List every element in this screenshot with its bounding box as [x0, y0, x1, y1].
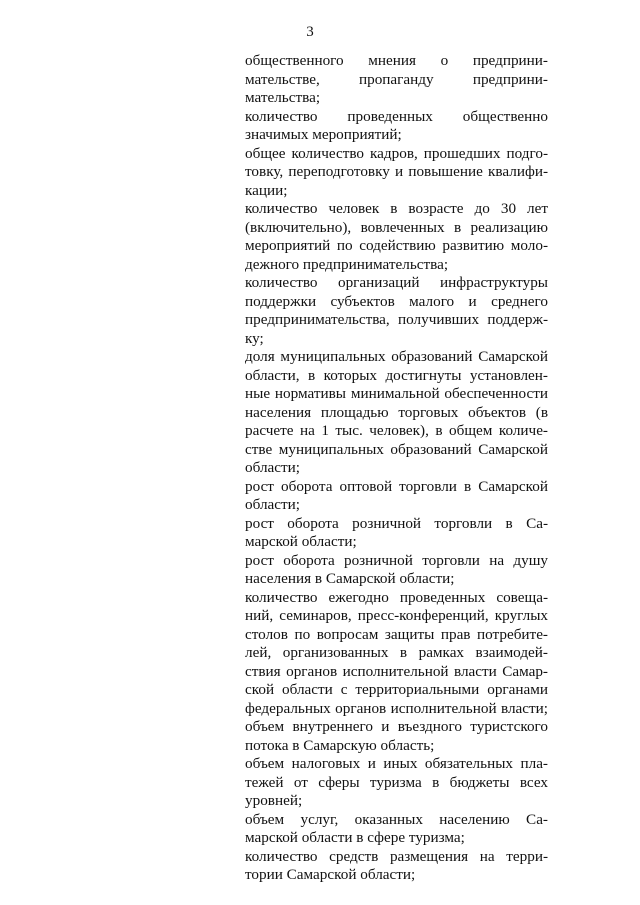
text-line: тежей от сферы туризма в бюджеты всех [245, 773, 548, 791]
text-line: стве муниципальных образований Самарской [245, 440, 548, 458]
text-line: мательства; [245, 89, 321, 106]
text-line: населения площадью торговых объектов (в [245, 403, 548, 421]
text-line: кации; [245, 181, 288, 199]
text-line: поддержки субъектов малого и среднего [245, 292, 548, 310]
page-number: 3 [306, 24, 314, 40]
text-line: марской области в сфере туризма; [245, 829, 465, 846]
text-line: объем налоговых и иных обязательных пла- [245, 755, 548, 772]
text-line: потока в Самарскую область; [245, 736, 435, 754]
text-line: товку, переподготовку и повышение квалифи- [245, 163, 548, 180]
text-line: области, в которых достигнуты установлен- [245, 366, 548, 384]
text-line: объем внутреннего и въездного туристского [245, 718, 548, 735]
text-line: (включительно), вовлеченных в реализацию [245, 218, 548, 236]
text-line: предпринимательства, получивших поддерж- [245, 311, 548, 328]
text-line: ку; [245, 329, 264, 347]
text-line: области; [245, 496, 300, 513]
text-line: столов по вопросам защиты прав потребите- [245, 625, 548, 643]
text-line: значимых мероприятий; [245, 126, 402, 143]
text-line: лей, организованных в рамках взаимодей- [245, 644, 548, 661]
text-line: дежного предпринимательства; [245, 255, 449, 273]
text-line: рост оборота розничной торговли в Са- [245, 514, 548, 532]
text-line: общее количество кадров, прошедших подго- [245, 144, 548, 162]
text-line: ний, семинаров, пресс-конференций, круглых [245, 607, 548, 624]
text-line: общественного мнения о предприни- [245, 52, 548, 69]
text-line: количество организаций инфраструктуры [245, 274, 548, 291]
text-line: тории Самарской области; [245, 866, 416, 883]
document-body [245, 52, 548, 885]
text-line: федеральных органов исполнительной власти; [245, 699, 548, 717]
text-line: доля муниципальных образований Самарской [245, 348, 548, 365]
text-line: области; [245, 459, 300, 476]
text-line: марской области; [245, 533, 357, 550]
text-line: количество ежегодно проведенных совеща- [245, 588, 548, 606]
text-line: расчете на 1 тыс. человек), в общем количе- [245, 422, 548, 439]
text-line: ствия органов исполнительной власти Самар- [245, 662, 548, 680]
text-line: количество человек в возрасте до 30 лет [245, 200, 548, 217]
text-line: ской области с территориальными органами [245, 681, 548, 698]
text-line: населения в Самарской области; [245, 570, 455, 587]
text-line: мероприятий по содействию развитию моло- [245, 237, 548, 254]
text-line: количество средств размещения на терри- [245, 847, 548, 865]
text-line: объем услуг, оказанных населению Са- [245, 810, 548, 828]
text-line: рост оборота розничной торговли на душу [245, 551, 548, 569]
text-line: мательстве, пропаганду предприни- [245, 70, 548, 88]
text-line: уровней; [245, 792, 303, 809]
text-line: количество проведенных общественно [245, 107, 548, 125]
text-line: ные нормативы минимальной обеспеченности [245, 385, 548, 402]
text-line: рост оборота оптовой торговли в Самарской [245, 477, 548, 495]
